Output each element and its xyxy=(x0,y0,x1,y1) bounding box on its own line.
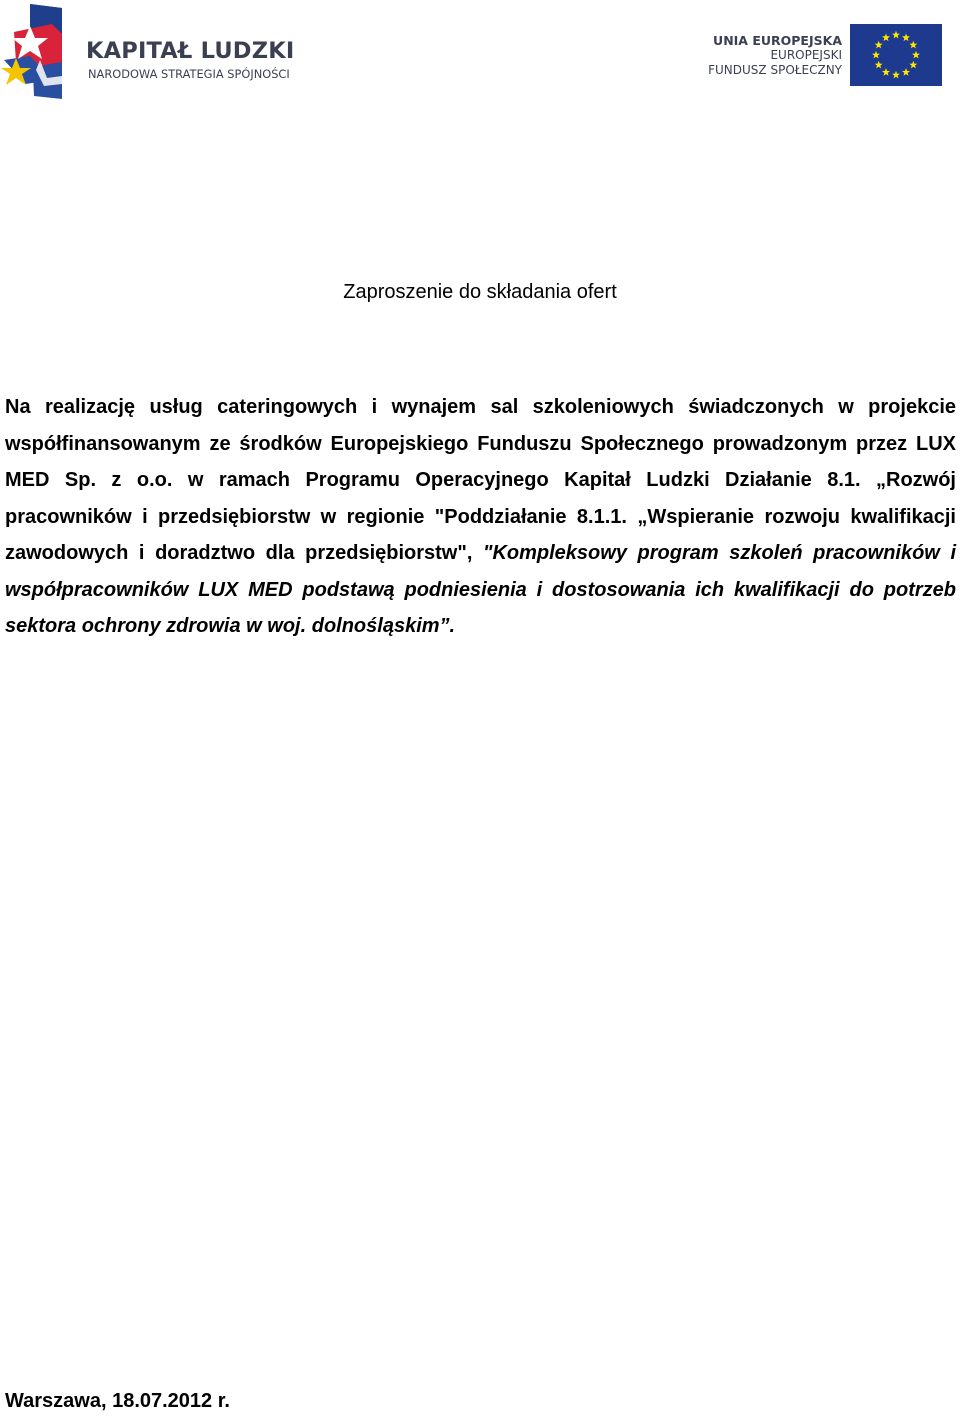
document-title: Zaproszenie do składania ofert xyxy=(343,281,617,303)
eu-logo xyxy=(710,24,946,88)
kapital-ludzki-subtitle: NARODOWA STRATEGIA SPÓJNOŚCI xyxy=(88,67,290,81)
eu-flag-icon xyxy=(850,24,942,86)
kapital-ludzki-title: KAPITAŁ LUDZKI xyxy=(86,38,295,64)
eu-logo-line1: UNIA EUROPEJSKA xyxy=(713,33,842,48)
eu-logo-text xyxy=(708,33,842,78)
eu-logo-line2: EUROPEJSKI xyxy=(770,48,842,62)
eu-logo-line3: FUNDUSZ SPOŁECZNY xyxy=(708,63,842,77)
place-and-date: Warszawa, 18.07.2012 r. xyxy=(5,1390,230,1412)
kapital-ludzki-star-icon xyxy=(0,4,72,99)
body-text-regular: Na realizację usług cateringowych i wynajem sal szkoleniowych świadczonych w projekcie współfinansowanym ze środków Europejskiego Funduszu Społecznego prowadzonym przez LUX MED Sp. z o.o. w ramach Programu Operacyjnego Kapitał Ludzki Działanie 8.1. „Rozwój pracowników i przedsiębiorstw w regionie "Poddziałanie 8.1.1. „Wspieranie rozwoju kwalifikacji zawodowych i doradztwo dla przedsiębiorstw", xyxy=(5,396,956,564)
body-text-italic-project-name: "Kompleksowy program szkoleń pracowników i współpracowników LUX MED podstawą podniesienia i dostosowania ich kwalifikacji do potrzeb sektora ochrony zdrowia w woj. dolnośląskim”. xyxy=(5,542,956,637)
kapital-ludzki-logo xyxy=(0,4,320,99)
document-body-paragraph xyxy=(5,389,956,645)
